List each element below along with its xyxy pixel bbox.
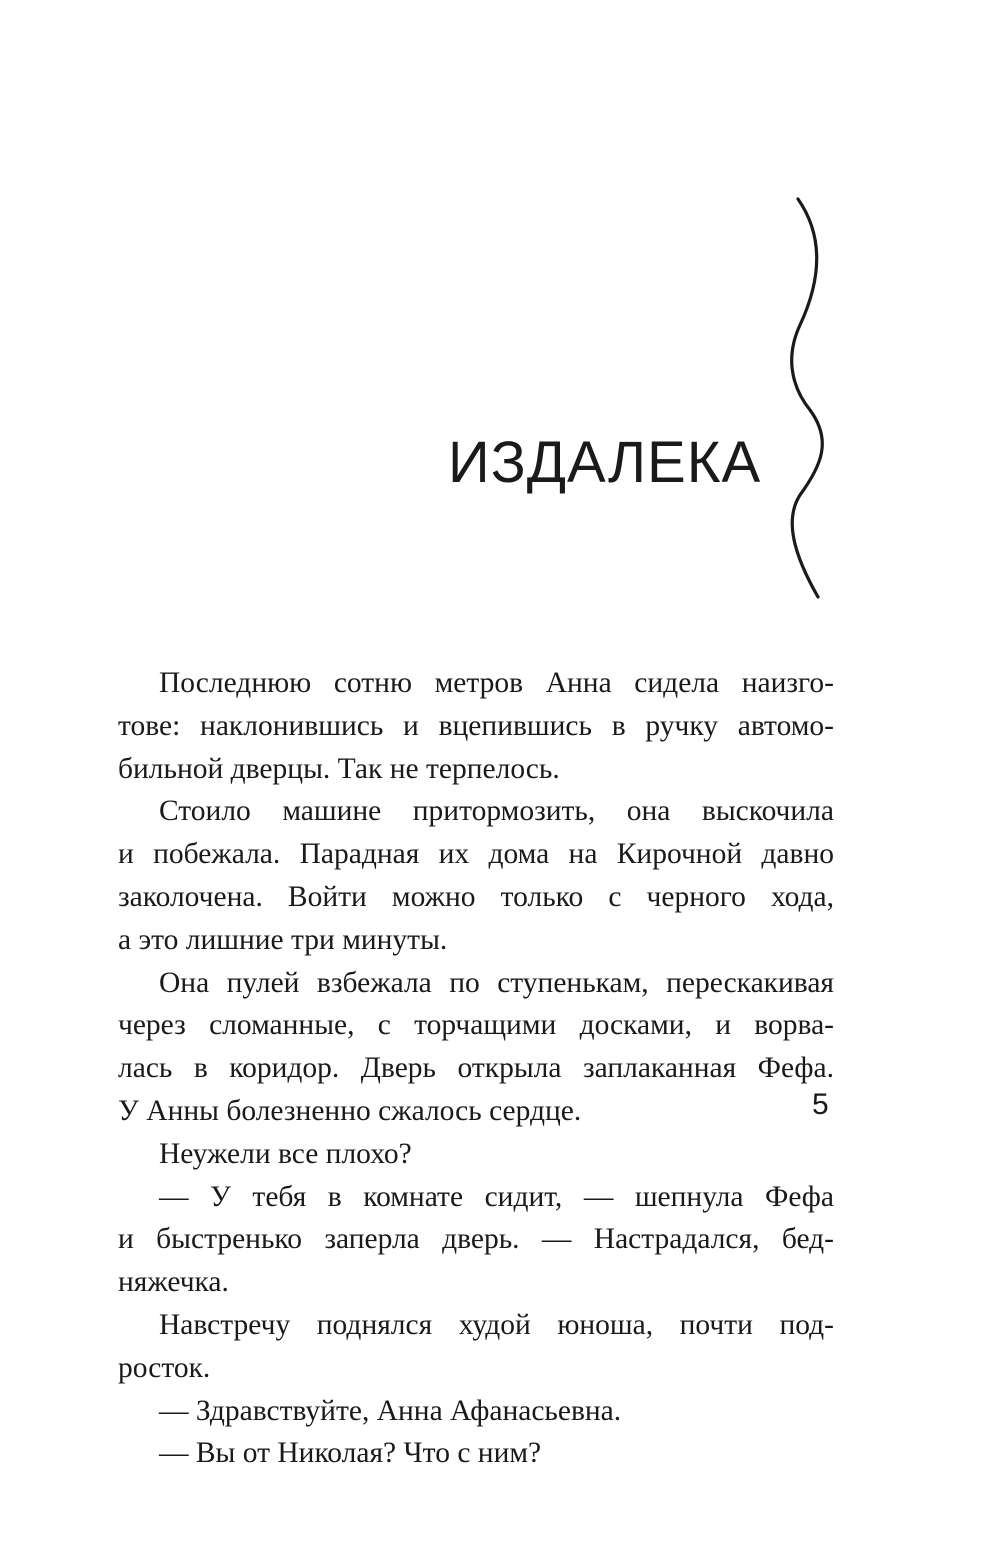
text-line: бильной дверцы. Так не терпелось. — [118, 752, 560, 785]
text-line: — У тебя в комнате сидит, — шепнула Фефа — [159, 1180, 834, 1213]
text-line: Она пулей взбежала по ступенькам, перескакивая — [159, 966, 834, 999]
text-line: няжечка. — [118, 1266, 229, 1299]
text-line: через сломанные, с торчащими досками, и ворва- — [118, 1009, 834, 1042]
text-line: а это лишние три минуты. — [118, 923, 448, 956]
text-line: Неужели все плохо? — [159, 1137, 412, 1170]
text-line: лась в коридор. Дверь открыла заплаканная Фефа. — [118, 1052, 834, 1085]
wavy-line-ornament-icon — [770, 195, 850, 600]
page-number: 5 — [812, 1088, 829, 1121]
text-line: Стоило машине притормозить, она выскочила — [159, 795, 834, 828]
text-line: Навстречу поднялся худой юноша, почти под- — [159, 1308, 834, 1341]
chapter-title: ИЗДАЛЕКА — [448, 429, 762, 495]
text-line: заколочена. Войти можно только с черного хода, — [118, 880, 834, 913]
text-line: У Анны болезненно сжалось сердце. — [118, 1094, 582, 1127]
body-text — [118, 662, 834, 1475]
text-line: и быстренько заперла дверь. — Настрадался, бед- — [118, 1223, 834, 1256]
text-line: и побежала. Парадная их дома на Кирочной давно — [118, 838, 834, 871]
text-line: — Здравствуйте, Анна Афанасьевна. — [159, 1394, 622, 1427]
text-line: Последнюю сотню метров Анна сидела наизго- — [159, 667, 834, 699]
text-line: — Вы от Николая? Что с ним? — [159, 1437, 542, 1470]
text-line: росток. — [118, 1351, 211, 1384]
text-line: тове: наклонившись и вцепившись в ручку автомо- — [118, 709, 834, 742]
